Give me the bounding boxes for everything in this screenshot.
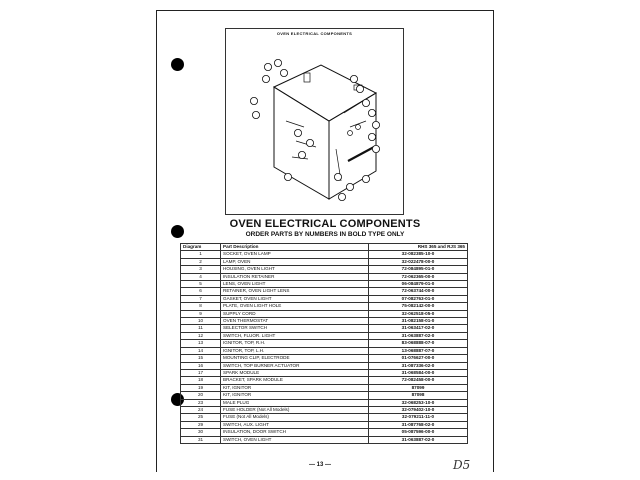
table-row <box>181 281 468 288</box>
table-row <box>181 288 468 295</box>
part-description: PLATE, OVEN LIGHT HOLE <box>221 303 369 310</box>
part-number: 06-084879-01-0 <box>369 281 468 288</box>
table-row <box>181 377 468 384</box>
diagram-number: 20 <box>181 392 221 399</box>
page-subtitle: ORDER PARTS BY NUMBERS IN BOLD TYPE ONLY <box>245 231 405 238</box>
parts-table-header <box>181 244 468 251</box>
header-diagram: Diagram <box>181 244 221 251</box>
part-description: SELECTOR SWITCH <box>221 325 369 332</box>
diagram-number: 8 <box>181 303 221 310</box>
diagram-number: 24 <box>181 406 221 413</box>
parts-table <box>180 243 468 444</box>
table-row <box>181 399 468 406</box>
part-number: 31-063887-02-0 <box>369 436 468 443</box>
diagram-number: 18 <box>181 377 221 384</box>
table-row <box>181 295 468 302</box>
diagram-number: 9 <box>181 310 221 317</box>
part-number: 72-063744-00-0 <box>369 288 468 295</box>
part-description: OVEN THERMOSTAT <box>221 318 369 325</box>
part-number: 05-087596-00-0 <box>369 429 468 436</box>
diagram-number: 31 <box>181 436 221 443</box>
part-number: 72-084895-01-0 <box>369 266 468 273</box>
part-description: SOCKET, OVEN LAMP <box>221 251 369 258</box>
handwritten-note: D5 <box>453 458 471 472</box>
part-number: 01-076627-00-0 <box>369 355 468 362</box>
diagram-number: 14 <box>181 347 221 354</box>
table-row <box>181 325 468 332</box>
header-description: Part Description <box>221 244 369 251</box>
part-description: MOUNTING CLIP, ELECTRODE <box>221 355 369 362</box>
table-row <box>181 414 468 421</box>
part-number: 87098 <box>369 392 468 399</box>
diagram-number: 13 <box>181 340 221 347</box>
part-description: RETAINER, OVEN LIGHT LENS <box>221 288 369 295</box>
table-row <box>181 318 468 325</box>
table-row <box>181 421 468 428</box>
page-title: OVEN ELECTRICAL COMPONENTS <box>229 218 421 230</box>
diagram-number: 4 <box>181 273 221 280</box>
part-number: 32-082385-10-0 <box>369 251 468 258</box>
table-row <box>181 273 468 280</box>
part-description: SPARK MODULE <box>221 369 369 376</box>
part-description: FUSE HOLDER (Not All Models) <box>221 406 369 413</box>
part-number: 72-062365-00-0 <box>369 273 468 280</box>
part-number: 31-087768-02-0 <box>369 421 468 428</box>
diagram-number: 10 <box>181 318 221 325</box>
part-number: 31-082158-01-0 <box>369 318 468 325</box>
part-description: INSULATION RETAINER <box>221 273 369 280</box>
part-description: SUPPLY CORD <box>221 310 369 317</box>
part-number: 72-082458-00-0 <box>369 377 468 384</box>
part-number: 32-068253-10-0 <box>369 399 468 406</box>
diagram-number: 12 <box>181 332 221 339</box>
table-row <box>181 429 468 436</box>
table-row <box>181 310 468 317</box>
part-number: 83-068888-07-0 <box>369 340 468 347</box>
exploded-diagram-frame <box>225 28 404 215</box>
diagram-number: 29 <box>181 421 221 428</box>
part-description: LAMP, OVEN <box>221 258 369 265</box>
table-row <box>181 384 468 391</box>
page-number: — 13 — <box>308 462 331 468</box>
diagram-frame-title: OVEN ELECTRICAL COMPONENTS <box>276 31 353 36</box>
diagram-number: 11 <box>181 325 221 332</box>
oven-cabinet-right-side <box>329 93 376 199</box>
part-description: KIT, IGNITOR <box>221 392 369 399</box>
diagram-number: 17 <box>181 369 221 376</box>
part-description: FUSE (Not All Models) <box>221 414 369 421</box>
table-row <box>181 332 468 339</box>
part-number: 32-079402-10-0 <box>369 406 468 413</box>
part-number: 32-062518-05-0 <box>369 310 468 317</box>
part-number: 75-082142-00-0 <box>369 303 468 310</box>
table-row <box>181 436 468 443</box>
diagram-number: 2 <box>181 258 221 265</box>
diagram-number: 16 <box>181 362 221 369</box>
oven-cabinet-top <box>274 65 376 121</box>
part-number: 13-068887-07-0 <box>369 347 468 354</box>
diagram-number: 7 <box>181 295 221 302</box>
part-description: HOUSING, OVEN LIGHT <box>221 266 369 273</box>
part-description: KIT, IGNITOR <box>221 384 369 391</box>
diagram-number: 6 <box>181 288 221 295</box>
table-row <box>181 406 468 413</box>
part-description: BRACKET, SPARK MODULE <box>221 377 369 384</box>
table-row <box>181 266 468 273</box>
part-number: 32-079211-11-0 <box>369 414 468 421</box>
oven-exploded-diagram <box>226 29 405 216</box>
part-description: MALE PLUG <box>221 399 369 406</box>
table-row <box>181 347 468 354</box>
table-row <box>181 340 468 347</box>
part-description: SWITCH, TOP BURNER ACTUATOR <box>221 362 369 369</box>
part-number: 31-068584-00-0 <box>369 369 468 376</box>
part-number: 31-063417-02-0 <box>369 325 468 332</box>
diagram-callouts <box>250 59 379 200</box>
diagram-number: 23 <box>181 399 221 406</box>
table-row <box>181 258 468 265</box>
table-row <box>181 251 468 258</box>
part-description: SWITCH, OVEN LIGHT <box>221 436 369 443</box>
table-row <box>181 392 468 399</box>
part-description: IGNITOR, TOP, L.H. <box>221 347 369 354</box>
table-row <box>181 369 468 376</box>
part-number: 31-087336-02-0 <box>369 362 468 369</box>
part-number: 32-022478-00-0 <box>369 258 468 265</box>
diagram-number: 1 <box>181 251 221 258</box>
table-row <box>181 303 468 310</box>
diagram-number: 15 <box>181 355 221 362</box>
part-number: 31-063887-02-0 <box>369 332 468 339</box>
part-description: IGNITOR, TOP, R.H. <box>221 340 369 347</box>
part-description: SWITCH, AUX. LIGHT <box>221 421 369 428</box>
diagram-number: 30 <box>181 429 221 436</box>
table-row <box>181 355 468 362</box>
part-description: SWITCH, FLUOR. LIGHT <box>221 332 369 339</box>
diagram-number: 3 <box>181 266 221 273</box>
part-description: INSULATION, DOOR SWITCH <box>221 429 369 436</box>
diagram-number: 19 <box>181 384 221 391</box>
table-row <box>181 362 468 369</box>
header-model: RHS 365 and RJS 365 <box>369 244 468 251</box>
part-number: 07-082763-01-0 <box>369 295 468 302</box>
diagram-number: 25 <box>181 414 221 421</box>
diagram-number: 5 <box>181 281 221 288</box>
part-description: LENS, OVEN LIGHT <box>221 281 369 288</box>
part-description: GASKET, OVEN LIGHT <box>221 295 369 302</box>
part-number: 87099 <box>369 384 468 391</box>
